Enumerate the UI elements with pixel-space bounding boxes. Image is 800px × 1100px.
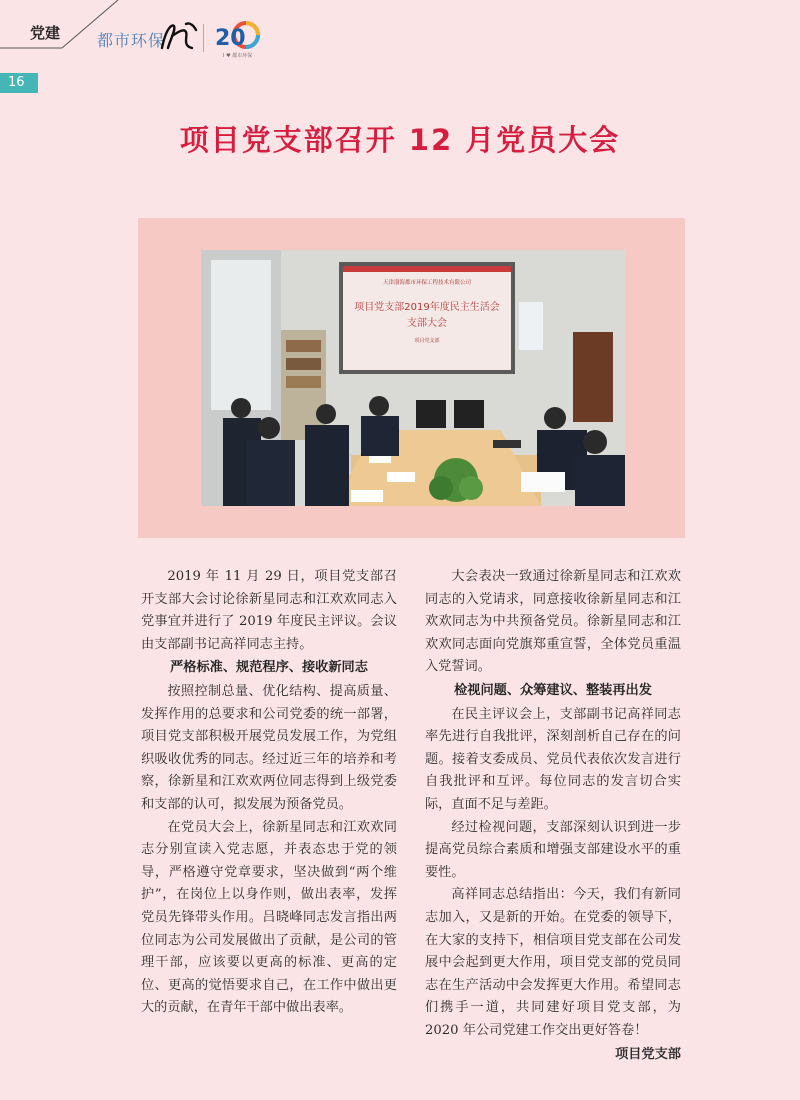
screen-sub: 项目党支部 [414,338,440,344]
page-header [0,0,800,90]
paragraph: 在民主评议会上，支部副书记高祥同志率先进行自我批评，深刻剖析自己存在的问题。接着支委成员、党员代表依次发言进行自我批评和互评。每位同志的发言切合实际，直面不足与差距。 [425,706,681,812]
logo-divider [203,24,204,52]
brand-text: 都市环保 [97,31,166,50]
anniversary-number: 20 [215,26,246,51]
meeting-photo [201,250,625,506]
paragraph: 2019 年 11 月 29 日，项目党支部召开支部大会讨论徐新星同志和江欢欢同志入党事宜并进行了 2019 年度民主评议。会议由支部副书记高祥同志主持。 [141,569,397,652]
screen-line-1: 天津渤海都市环保工程技术有限公司 [382,280,472,286]
article-right-column [425,566,681,1067]
anniversary-caption: I ♥ 都市环保 [223,53,253,59]
section-heading: 检视问题、众筹建议、整装再出发 [454,682,652,698]
paragraph: 经过检视问题，支部深刻认识到进一步提高党员综合素质和增强支部建设水平的重要性。 [425,819,681,880]
paragraph: 按照控制总量、优化结构、提高质量、发挥作用的总要求和公司党委的统一部署，项目党支部积极开展党员发展工作，为党组织吸收优秀的同志。经过近三年的培养和考察，徐新星和江欢欢两位同志得到上级党委和支部的认可，拟发展为预备党员。 [141,683,397,812]
paragraph: 大会表决一致通过徐新星同志和江欢欢同志的入党请求，同意接收徐新星同志和江欢欢同志为中共预备党员。徐新星同志和江欢欢同志面向党旗郑重宣誓，全体党员重温入党誓词。 [425,569,681,675]
screen-title: 项目党支部2019年度民主生活会 [354,302,500,313]
article-title: 项目党支部召开 12 月党员大会 [179,123,621,157]
article-signature: 项目党支部 [615,1047,681,1063]
screen-line-3: 支部大会 [407,318,447,329]
page-number: 16 [0,73,38,93]
brand-calligraphy-icon [158,18,200,54]
section-heading: 严格标准、规范程序、接收新同志 [170,660,368,676]
article-left-column [141,566,397,1020]
paragraph: 高祥同志总结指出：今天，我们有新同志加入，又是新的开始。在党委的领导下，在大家的支持下，相信项目党支部在公司发展中会起到更大作用，项目党支部的党员同志在生产活动中会发挥更大作用。希望同志们携手一道，共同建好项目党支部，为 2020 年公司党建工作交出更好答卷！ [425,887,681,1038]
section-label: 党建 [30,24,61,42]
paragraph: 在党员大会上，徐新星同志和江欢欢同志分别宣读入党志愿，并表态忠于党的领导，严格遵守党章要求，坚决做到“两个维护”，在岗位上以身作则，做出表率，发挥党员先锋带头作用。吕晓峰同志发言指出两位同志为公司发展做出了贡献，是公司的管理干部，应该要以更高的标准、更高的定位、更高的觉悟要求自己，在工作中做出更大的贡献，在青年干部中做出表率。 [141,819,397,1016]
anniversary-logo-icon [213,18,263,60]
